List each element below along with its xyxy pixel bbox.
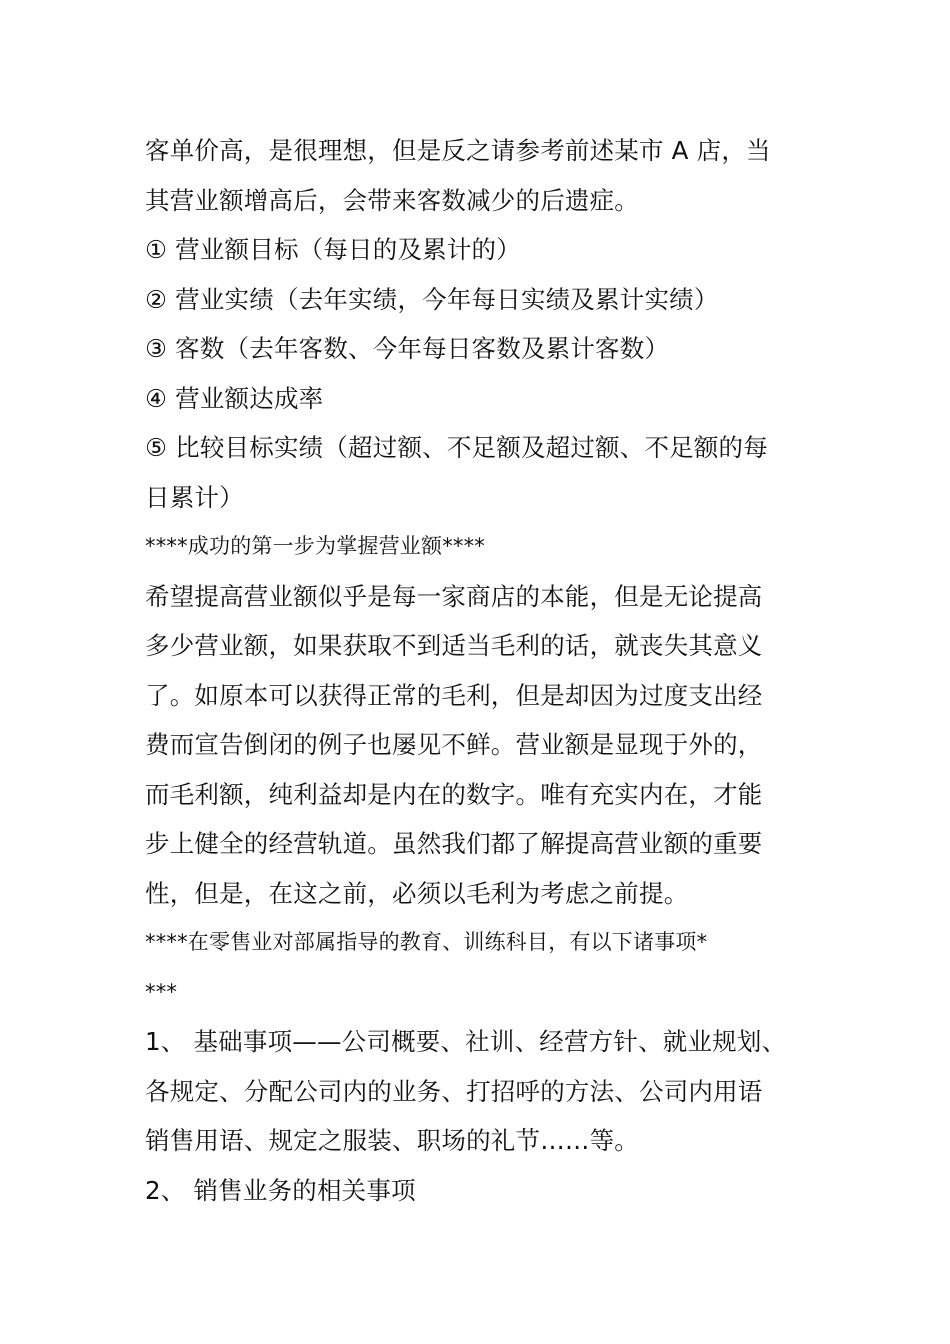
numbered-item: 2、 销售业务的相关事项 [145,1175,416,1205]
paragraph-line: 了。如原本可以获得正常的毛利，但是却因为过度支出经 [145,680,763,710]
paragraph-line: 步上健全的经营轨道。虽然我们都了解提高营业额的重要 [145,829,763,858]
list-item: ③ 客数（去年客数、今年每日客数及累计客数） [145,334,670,363]
numbered-item-continued: 各规定、分配公司内的业务、打招呼的方法、公司内用语 [145,1076,763,1106]
paragraph-line: 性，但是，在这之前，必须以毛利为考虑之前提。 [145,878,689,908]
paragraph-line: 费而宣告倒闭的例子也屡见不鲜。营业额是显现于外的， [145,730,763,759]
list-item: ④ 营业额达成率 [145,383,324,413]
numbered-item-continued: 销售用语、规定之服装、职场的礼节……等。 [145,1126,639,1155]
paragraph-line: 其营业额增高后，会带来客数减少的后遗症。 [145,185,639,215]
list-item-continued: 日累计） [145,482,244,512]
numbered-item: 1、 基础事项——公司概要、社训、经营方针、就业规划、 [145,1027,787,1056]
list-item: ⑤ 比较目标实绩（超过额、不足额及超过额、不足额的每 [145,433,768,462]
paragraph-line: 希望提高营业额似乎是每一家商店的本能，但是无论提高 [145,581,763,611]
section-heading: ****成功的第一步为掌握营业额**** [145,534,485,558]
paragraph-line: 多少营业额，如果获取不到适当毛利的话，就丧失其意义 [145,631,763,660]
list-item: ① 营业额目标（每日的及累计的） [145,235,521,264]
paragraph-line: 而毛利额，纯利益却是内在的数字。唯有充实内在，才能 [145,779,763,809]
section-heading: ****在零售业对部属指导的教育、训练科目，有以下诸事项* [145,930,708,954]
list-item: ② 营业实绩（去年实绩，今年每日实绩及累计实绩） [145,284,719,314]
document-body [145,126,810,1215]
section-heading-continued: *** [145,979,178,1004]
paragraph-line: 客单价高，是很理想，但是反之请参考前述某市 A 店，当 [145,136,771,165]
